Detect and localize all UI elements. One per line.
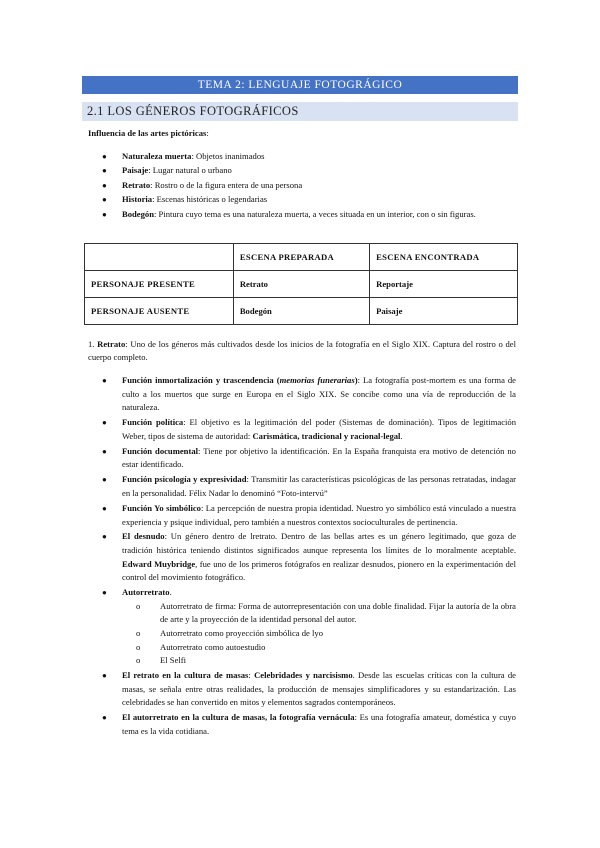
item-term: El retrato en la cultura de masas — [122, 670, 249, 681]
circle-bullet-icon: o — [136, 628, 141, 639]
sub-text: Autorretrato como proyección simbólica de lyo — [160, 628, 323, 639]
item-text: : Escenas históricas o legendarias — [152, 194, 268, 205]
circle-bullet-icon: o — [136, 641, 141, 652]
paragraph-term: Retrato — [97, 339, 126, 349]
list-item — [88, 711, 516, 738]
list-item — [88, 374, 516, 415]
bullet-icon: ● — [102, 532, 107, 542]
retrato-paragraph — [88, 338, 516, 365]
scenes-table — [84, 243, 518, 325]
list-item — [88, 179, 512, 193]
intro-line — [88, 127, 209, 140]
bullet-icon: ● — [102, 588, 107, 598]
bullet-icon: ● — [102, 671, 107, 681]
item-text: : El objetivo es la legitimación del poder (Sistemas de dominación). Tipos de legitimación Weber, tipos de sistema de autoridad: — [122, 417, 516, 441]
document-title: TEMA 2: LENGUAJE FOTOGRÁGICO — [82, 76, 518, 94]
bullet-icon: ● — [102, 195, 107, 205]
list-item — [88, 150, 512, 164]
item-emphasis: Carismática, tradicional y racional-legal — [252, 430, 401, 441]
item-term: Historia — [122, 194, 153, 205]
item-text: : Tiene por objetivo la identificación. En la España franquista era motivo de detención no estar identificado. — [122, 445, 516, 470]
item-text-end: . Desde las escuelas críticas con la cultura de masas, se señala entre otras realidades, la producción de mensajes simplificadores y su estandarización. Las celebridades se han convertido en mitos y elementos sagrados contemporáneos. — [122, 670, 516, 708]
bullet-icon: ● — [102, 418, 107, 428]
bullet-icon: ● — [102, 503, 107, 513]
circle-bullet-icon: o — [136, 655, 141, 666]
item-term: Retrato — [122, 179, 151, 190]
table-cell: Paisaje — [370, 298, 518, 325]
genres-list — [88, 150, 512, 222]
item-text: . — [169, 587, 172, 598]
table-cell — [85, 244, 234, 271]
list-item — [88, 530, 516, 584]
item-term: Naturaleza muerta — [122, 151, 192, 161]
bullet-icon: ● — [102, 209, 107, 219]
item-text: : Lugar natural o urbano — [148, 165, 232, 176]
item-term-end: ) — [354, 375, 358, 385]
item-text: : Pintura cuyo tema es una naturaleza muerta, a veces situada en un interior, con o sin figuras. — [154, 208, 476, 219]
section-heading: 2.1 LOS GÉNEROS FOTOGRÁFICOS — [82, 102, 518, 121]
paragraph-number: 1. — [88, 339, 98, 349]
item-text: : Objetos inanimados — [191, 151, 265, 161]
table-row-header: PERSONAJE AUSENTE — [85, 298, 234, 325]
list-item — [88, 164, 512, 178]
item-text: : Rostro o de la figura entera de una persona — [150, 179, 303, 190]
bullet-icon: ● — [102, 180, 107, 190]
list-item — [88, 473, 516, 500]
table-row-header: PERSONAJE PRESENTE — [85, 271, 234, 298]
sublist-item — [122, 654, 516, 668]
table-row — [85, 271, 518, 298]
list-item — [88, 445, 516, 472]
item-term: Bodegón — [122, 208, 154, 219]
intro-bold: Influencia de las artes pictóricas — [88, 128, 207, 138]
sub-text: El Selfi — [160, 655, 187, 666]
table-header-cell: ESCENA ENCONTRADA — [370, 244, 518, 271]
item-term: Función política — [122, 417, 184, 428]
bullet-icon: ● — [102, 166, 107, 176]
functions-list — [88, 374, 516, 740]
item-term: Función Yo simbólico — [122, 502, 201, 513]
list-item — [88, 416, 516, 443]
table-row — [85, 298, 518, 325]
sub-text: Autorretrato de firma: Forma de autorrepresentación con una doble finalidad. Fijar la autoría de la obra de arte y la proyección de la identidad personal del autor. — [160, 600, 516, 625]
list-item — [88, 502, 516, 529]
list-item — [88, 669, 516, 710]
paragraph-text: : Uno de los géneros más cultivados desde los inicios de la fotografía en el Siglo XIX. Captura del rostro o del cuerpo completo. — [88, 339, 516, 363]
item-term: El desnudo — [122, 531, 165, 542]
intro-rest: : — [206, 128, 209, 138]
bullet-icon: ● — [102, 152, 107, 161]
item-term-italic: memorias funerarias — [279, 375, 355, 385]
list-item — [88, 208, 512, 222]
table-header-row — [85, 244, 518, 271]
item-text: : La percepción de nuestra propia identidad. Nuestro yo simbólico está vinculado a nuestra experiencia y psique individual, pero también a nuestros contextos socioculturales de pertinencia. — [122, 502, 516, 527]
sublist-item — [122, 600, 516, 627]
sub-text: Autorretrato como autoestudio — [160, 641, 266, 652]
item-text: : Es una fotografía amateur, doméstica y cuyo tema es la vida cotidiana. — [122, 712, 516, 736]
item-text: : La fotografía post-mortem es una forma de culto a los muertos que surge en Europa en el Siglo XIX. Se concibe como una vía de reproducción de la naturaleza. — [122, 375, 516, 413]
item-emphasis: Celebridades y narcisismo — [254, 670, 353, 681]
item-text-end: . — [400, 430, 403, 441]
item-term: Paisaje — [122, 165, 149, 176]
circle-bullet-icon: o — [136, 600, 141, 611]
list-item — [88, 193, 512, 207]
sublist — [122, 600, 516, 668]
list-item — [88, 586, 516, 668]
bullet-icon: ● — [102, 475, 107, 485]
table-cell: Retrato — [233, 271, 369, 298]
table-cell: Bodegón — [233, 298, 369, 325]
bullet-icon: ● — [102, 713, 107, 723]
item-term: Función inmortalización y trascendencia ( — [122, 375, 280, 385]
item-text-end: , fue uno de los primeros fotógrafos en realizar desnudos, pionero en la experimentación del control del movimiento fotográfico. — [122, 558, 516, 583]
item-term: Autorretrato — [122, 587, 170, 598]
item-text: : Un género dentro de lretrato. Dentro de las bellas artes es un género legitimado, que goza de tradición histórica teniendo distintos significados aunque representa los límites de lo moralmente aceptable. — [122, 531, 517, 556]
bullet-icon: ● — [102, 376, 107, 385]
item-text: : — [248, 670, 255, 681]
item-term: Función psicología y expresividad — [122, 474, 247, 485]
bullet-icon: ● — [102, 446, 107, 456]
sublist-item — [122, 641, 516, 655]
item-term: El autorretrato en la cultura de masas, la fotografía vernácula — [122, 712, 355, 723]
item-emphasis: Edward Muybridge — [122, 558, 196, 569]
table-header-cell: ESCENA PREPARADA — [233, 244, 369, 271]
item-term: Función documental — [122, 445, 199, 456]
table-cell: Reportaje — [370, 271, 518, 298]
sublist-item — [122, 627, 516, 641]
item-text: : Transmitir las características psicológicas de las personas retratadas, indagar en la personalidad. Félix Nadar lo denominó “Foto-intervú” — [122, 474, 516, 498]
